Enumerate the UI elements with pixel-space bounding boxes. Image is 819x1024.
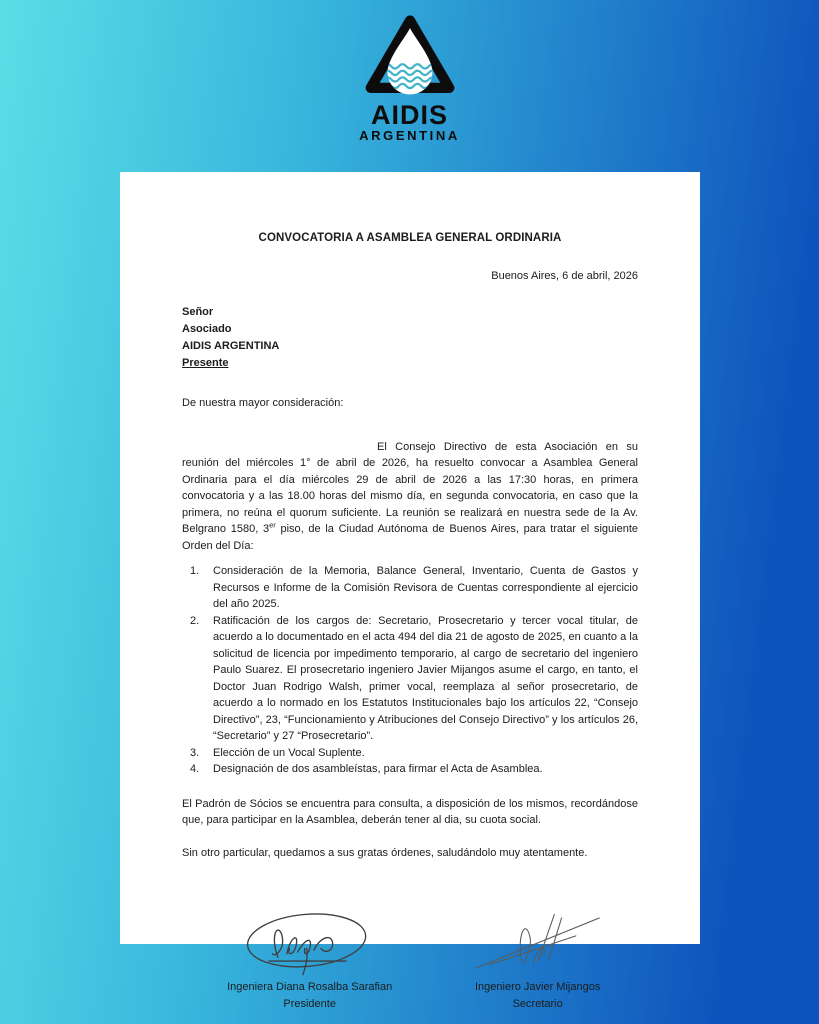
addressee-line-org: AIDIS ARGENTINA — [182, 340, 280, 352]
agenda-item-number: 3. — [190, 746, 200, 759]
addressee-line-asociado: Asociado — [182, 323, 232, 335]
logo-country-name: ARGENTINA — [359, 128, 460, 144]
agenda-item-2 — [182, 613, 638, 745]
letter-document — [120, 172, 700, 1010]
addressee-line-presente: Presente — [182, 357, 229, 369]
agenda-list — [182, 563, 638, 778]
salutation: De nuestra mayor consideración: — [182, 397, 344, 409]
signature-secretary-scribble — [470, 909, 605, 979]
signature-block-president — [182, 909, 437, 1013]
ordinal-superscript: er — [269, 520, 276, 530]
addressee-line-senor: Señor — [182, 306, 214, 318]
logo-org-name: AIDIS — [370, 100, 448, 130]
agenda-item-4 — [182, 761, 638, 778]
agenda-item-1 — [182, 563, 638, 613]
signature-president-scribble — [242, 909, 377, 979]
letter-date: Buenos Aires, 6 de abril, 2026 — [491, 269, 638, 282]
signatures-row — [182, 909, 638, 1013]
agenda-item-number: 4. — [190, 763, 200, 775]
agenda-item-text: Elección de un Vocal Suplente. — [213, 746, 365, 759]
signatory-role: Secretario — [512, 998, 563, 1010]
agenda-item-3 — [182, 745, 638, 762]
agenda-item-text: Designación de dos asambleístas, para firmar el Acta de Asamblea. — [213, 763, 543, 775]
letter-title: CONVOCATORIA A ASAMBLEA GENERAL ORDINARIA — [258, 232, 562, 244]
agenda-item-text: Ratificación de los cargos de: Secretario, Prosecretario y tercer vocal titular, de acuerdo a lo documentado en el acta 494 del dia 21 de agosto de 2025, en cuanto a la solicitud de licencia por impedimento temporario, al cargo de secretario del ingeniero Paulo Suarez. El prosecretario ingeniero Javier Mijangos asume el cargo, en tanto, el Doctor Juan Rodrigo Walsh, primer vocal, reemplaza al señor prosecretario, de acuerdo a lo normado en los Estatutos Institucionales bajo los artículos 22, “Consejo Directivo”, 23, “Funcionamiento y Atribuciones del Consejo Directivo” y los artículos 26, “Secretario” y 27 “Prosecretario”. — [213, 614, 638, 742]
water-drop-triangle-icon — [363, 14, 457, 100]
agenda-item-text: Consideración de la Memoria, Balance General, Inventario, Cuenta de Gastos y Recursos e Informe de la Comisión Revisora de Cuentas correspondiente al ejercicio del año 2025. — [213, 565, 638, 610]
signatory-name: Ingeniera Diana Rosalba Sarafian — [227, 981, 393, 993]
agenda-item-number: 2. — [190, 614, 200, 627]
intro-text-part2: piso, de la Ciudad Autónoma de Buenos Aires, para tratar el siguiente Orden del Día: — [182, 523, 638, 552]
intro-paragraph — [182, 439, 638, 555]
closing-paragraph-1: El Padrón de Sócios se encuentra para consulta, a disposición de los mismos, recordándose que, para participar en la Asamblea, deberán tener al dia, su cuota social. — [182, 797, 638, 826]
agenda-item-number: 1. — [190, 565, 200, 577]
intro-text-part1: El Consejo Directivo de esta Asociación en su reunión del miércoles 1° de abril de 2026, ha resuelto convocar a Asamblea General Ordinaria para el día miércoles 29 de abril de 2026 a las 17:30 horas, en primera convocatoria y a las 18.00 horas del mismo día, en segunda convocatoria, en caso que la primera, no reúna el quorum suficiente. La reunión se realizará en nuestra sede de la Av. Belgrano 1580, 3 — [182, 440, 638, 535]
signatory-role: Presidente — [283, 998, 336, 1010]
signatory-name: Ingeniero Javier Mijangos — [474, 981, 601, 993]
signature-block-secretary — [437, 909, 638, 1013]
addressee-block — [182, 304, 638, 372]
aidis-logo — [0, 14, 819, 144]
closing-paragraph-2: Sin otro particular, quedamos a sus gratas órdenes, saludándolo muy atentamente. — [182, 846, 588, 859]
